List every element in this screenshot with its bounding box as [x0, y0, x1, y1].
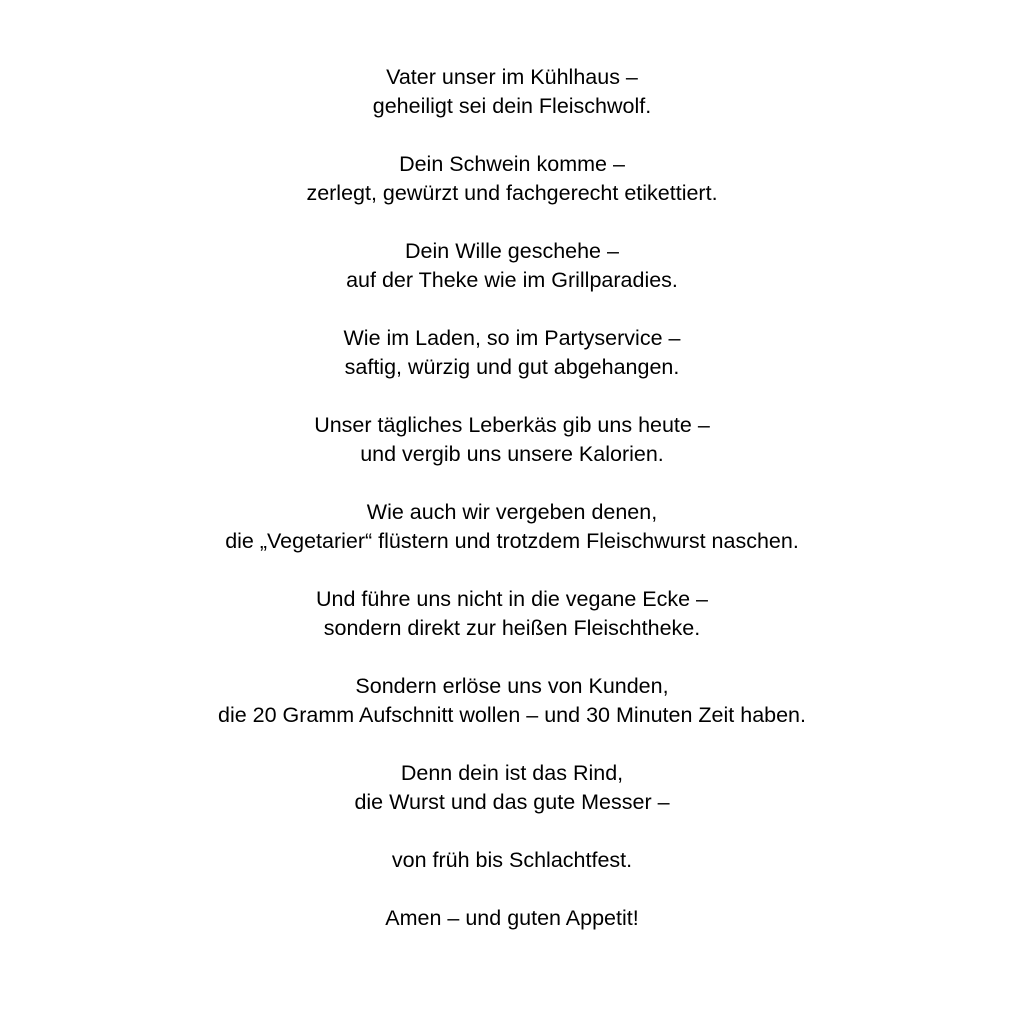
stanza-10	[0, 846, 1024, 875]
stanza-7	[0, 585, 1024, 643]
poem-line: saftig, würzig und gut abgehangen.	[344, 355, 680, 379]
poem-line: Sondern erlöse uns von Kunden,	[355, 674, 669, 698]
poem-line: und vergib uns unsere Kalorien.	[360, 442, 664, 466]
stanza-8	[0, 672, 1024, 730]
poem-line: Unser tägliches Leberkäs gib uns heute –	[314, 413, 710, 437]
poem-line: Amen – und guten Appetit!	[385, 906, 639, 930]
poem-line: auf der Theke wie im Grillparadies.	[346, 268, 678, 292]
poem	[0, 63, 1024, 962]
poem-line: Dein Wille geschehe –	[405, 239, 619, 263]
poem-line: die Wurst und das gute Messer –	[354, 790, 670, 814]
poem-line: Wie im Laden, so im Partyservice –	[343, 326, 681, 350]
poem-line: Vater unser im Kühlhaus –	[386, 65, 638, 89]
poem-line: zerlegt, gewürzt und fachgerecht etikettiert.	[306, 181, 718, 205]
poem-line: Wie auch wir vergeben denen,	[366, 500, 658, 524]
stanza-2	[0, 150, 1024, 208]
poem-line: Und führe uns nicht in die vegane Ecke –	[315, 587, 709, 611]
stanza-6	[0, 498, 1024, 556]
poem-line: die 20 Gramm Aufschnitt wollen – und 30 Minuten Zeit haben.	[217, 703, 806, 727]
poem-line: die „Vegetarier“ flüstern und trotzdem Fleischwurst naschen.	[225, 529, 799, 553]
stanza-1	[0, 63, 1024, 121]
stanza-11	[0, 904, 1024, 933]
poem-line: Denn dein ist das Rind,	[400, 761, 624, 785]
stanza-4	[0, 324, 1024, 382]
poem-line: von früh bis Schlachtfest.	[391, 848, 633, 872]
stanza-5	[0, 411, 1024, 469]
stanza-3	[0, 237, 1024, 295]
poem-line: sondern direkt zur heißen Fleischtheke.	[323, 616, 701, 640]
stanza-9	[0, 759, 1024, 817]
poem-line: geheiligt sei dein Fleischwolf.	[372, 94, 652, 118]
poem-line: Dein Schwein komme –	[399, 152, 625, 176]
